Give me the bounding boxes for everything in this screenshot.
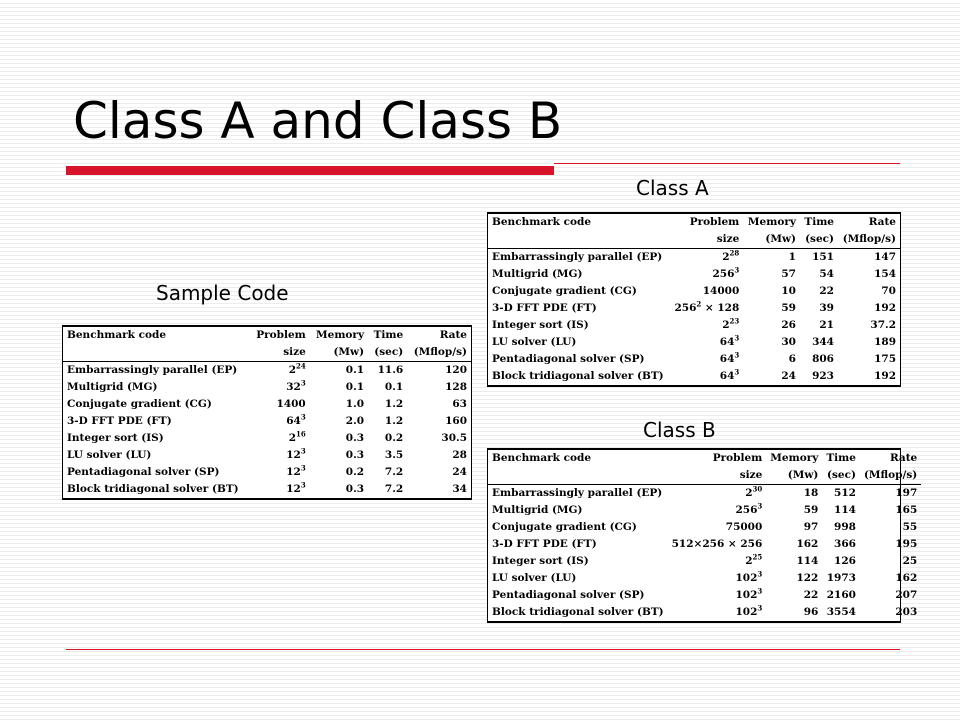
time-value: 7.2 <box>384 466 404 478</box>
header-time: Time <box>826 452 856 464</box>
memory-value: 59 <box>803 504 819 516</box>
time-value: 39 <box>819 302 834 314</box>
table-row <box>63 447 471 464</box>
rate-value: 25 <box>902 555 918 567</box>
header-size: size <box>670 231 744 249</box>
benchmark-name: Conjugate gradient (CG) <box>67 398 212 410</box>
table-row <box>488 485 921 503</box>
table-row <box>488 283 900 300</box>
rate-value: 70 <box>881 285 896 297</box>
header-sec: (sec) <box>800 231 838 249</box>
rate-value: 207 <box>895 589 918 601</box>
memory-value: 24 <box>781 370 796 382</box>
problem-size: 75000 <box>725 521 763 533</box>
memory-value: 1.0 <box>345 398 365 410</box>
sample-code-label: Sample Code <box>156 281 289 305</box>
rate-value: 63 <box>452 398 467 410</box>
rate-value: 120 <box>445 364 467 376</box>
memory-value: 0.3 <box>345 483 365 495</box>
title-underline-bar <box>66 166 554 175</box>
benchmark-name: Block tridiagonal solver (BT) <box>492 370 664 382</box>
table-row <box>488 266 900 283</box>
table-row <box>488 570 921 587</box>
table-row <box>63 430 471 447</box>
header-mflops: (Mflop/s) <box>860 467 921 485</box>
benchmark-name: Embarrassingly parallel (EP) <box>492 487 663 499</box>
header-size: size <box>668 467 767 485</box>
footer-rule <box>66 649 900 650</box>
table-row <box>63 464 471 481</box>
rate-value: 37.2 <box>870 319 896 331</box>
table-row <box>63 413 471 430</box>
table-row <box>488 536 921 553</box>
time-value: 806 <box>812 353 834 365</box>
benchmark-name: Integer sort (IS) <box>492 555 589 567</box>
benchmark-name: Embarrassingly parallel (EP) <box>67 364 238 376</box>
problem-size: 14000 <box>702 285 740 297</box>
benchmark-name: Block tridiagonal solver (BT) <box>67 483 239 495</box>
benchmark-name: Embarrassingly parallel (EP) <box>492 251 663 263</box>
table-row <box>63 362 471 380</box>
benchmark-name: Integer sort (IS) <box>67 432 164 444</box>
header-sec: (sec) <box>822 467 860 485</box>
table-row <box>63 481 471 498</box>
memory-value: 18 <box>803 487 819 499</box>
sample-code-table <box>62 325 472 500</box>
header-sec: (sec) <box>368 344 407 362</box>
time-value: 7.2 <box>384 483 404 495</box>
header-spacer <box>488 231 670 249</box>
memory-value: 0.3 <box>345 449 365 461</box>
table-row <box>63 396 471 413</box>
title-underline-rule <box>554 163 900 164</box>
problem-size: $12^3$ <box>286 446 306 461</box>
problem-size: $2^{24}$ <box>288 361 306 376</box>
header-mw: (Mw) <box>743 231 800 249</box>
header-rate: Rate <box>868 216 896 228</box>
header-benchmark: Benchmark code <box>67 329 167 341</box>
rate-value: 30.5 <box>441 432 467 444</box>
benchmark-name: 3-D FFT PDE (FT) <box>67 415 172 427</box>
memory-value: 0.3 <box>345 432 365 444</box>
problem-size: $64^3$ <box>286 412 306 427</box>
rate-value: 154 <box>874 268 896 280</box>
time-value: 998 <box>834 521 856 533</box>
time-value: 151 <box>812 251 834 263</box>
memory-value: 6 <box>788 353 796 365</box>
time-value: 126 <box>834 555 856 567</box>
rate-value: 28 <box>452 449 467 461</box>
table-row <box>488 519 921 536</box>
memory-value: 22 <box>803 589 819 601</box>
header-spacer <box>488 467 668 485</box>
memory-value: 1 <box>788 251 796 263</box>
rate-value: 24 <box>452 466 467 478</box>
time-value: 512 <box>834 487 856 499</box>
time-value: 3.5 <box>384 449 404 461</box>
memory-value: 10 <box>781 285 796 297</box>
memory-value: 57 <box>781 268 796 280</box>
problem-size: $2^{23}$ <box>722 316 740 331</box>
rate-value: 197 <box>895 487 918 499</box>
problem-size: $2^{25}$ <box>745 552 763 567</box>
problem-size: $2^{16}$ <box>288 429 306 444</box>
time-value: 1.2 <box>384 398 404 410</box>
problem-size: $102^3$ <box>735 569 763 584</box>
table-row <box>488 553 921 570</box>
memory-value: 114 <box>796 555 819 567</box>
time-value: 1.2 <box>384 415 404 427</box>
rate-value: 192 <box>874 370 896 382</box>
problem-size: $256^3$ <box>712 265 740 280</box>
time-value: 366 <box>834 538 856 550</box>
rate-value: 160 <box>445 415 467 427</box>
benchmark-name: 3-D FFT PDE (FT) <box>492 302 597 314</box>
header-rate: Rate <box>889 452 918 464</box>
problem-size: $64^3$ <box>719 333 740 348</box>
memory-value: 96 <box>803 606 819 618</box>
benchmark-name: 3-D FFT PDE (FT) <box>492 538 597 550</box>
header-memory: Memory <box>747 216 796 228</box>
benchmark-name: LU solver (LU) <box>492 572 577 584</box>
time-value: 2160 <box>826 589 856 601</box>
benchmark-name: Pentadiagonal solver (SP) <box>492 353 645 365</box>
time-value: 1973 <box>826 572 856 584</box>
rate-value: 192 <box>874 302 896 314</box>
header-mflops: (Mflop/s) <box>838 231 900 249</box>
header-mw: (Mw) <box>766 467 822 485</box>
time-value: 923 <box>812 370 834 382</box>
header-mflops: (Mflop/s) <box>407 344 471 362</box>
header-problem: Problem <box>689 216 740 228</box>
time-value: 0.1 <box>384 381 404 393</box>
problem-size: $2^{28}$ <box>722 248 740 263</box>
memory-value: 0.1 <box>345 364 365 376</box>
problem-size: $32^3$ <box>286 378 306 393</box>
memory-value: 97 <box>803 521 819 533</box>
rate-value: 55 <box>902 521 918 533</box>
benchmark-name: Multigrid (MG) <box>67 381 158 393</box>
problem-size: $256^2 \times 128$ <box>674 299 740 314</box>
header-time: Time <box>804 216 834 228</box>
slide-title: Class A and Class B <box>73 92 563 150</box>
problem-size: 512×256 × 256 <box>671 538 763 550</box>
header-size: size <box>250 344 310 362</box>
table-row <box>488 368 900 385</box>
rate-value: 165 <box>895 504 918 516</box>
table-row <box>488 334 900 351</box>
benchmark-name: Conjugate gradient (CG) <box>492 285 637 297</box>
time-value: 344 <box>812 336 834 348</box>
table-row <box>63 379 471 396</box>
header-benchmark: Benchmark code <box>492 216 592 228</box>
benchmark-name: Integer sort (IS) <box>492 319 589 331</box>
table-row <box>488 351 900 368</box>
problem-size: $64^3$ <box>719 367 740 382</box>
table-row <box>488 300 900 317</box>
header-problem: Problem <box>256 329 306 341</box>
header-time: Time <box>373 329 404 341</box>
benchmark-name: Block tridiagonal solver (BT) <box>492 606 664 618</box>
table-row <box>488 604 921 621</box>
table-row <box>488 587 921 604</box>
problem-size: $12^3$ <box>286 463 306 478</box>
table-row <box>488 317 900 334</box>
table-row <box>488 249 900 267</box>
memory-value: 0.1 <box>345 381 365 393</box>
rate-value: 195 <box>895 538 918 550</box>
class-a-label: Class A <box>636 176 709 200</box>
memory-value: 2.0 <box>345 415 365 427</box>
benchmark-name: Pentadiagonal solver (SP) <box>67 466 220 478</box>
problem-size: $102^3$ <box>735 603 763 618</box>
time-value: 22 <box>819 285 834 297</box>
rate-value: 189 <box>874 336 896 348</box>
header-benchmark: Benchmark code <box>492 452 592 464</box>
header-mw: (Mw) <box>310 344 368 362</box>
rate-value: 175 <box>874 353 896 365</box>
time-value: 11.6 <box>377 364 404 376</box>
problem-size: $2^{30}$ <box>745 484 763 499</box>
class-b-label: Class B <box>643 418 716 442</box>
benchmark-name: Pentadiagonal solver (SP) <box>492 589 645 601</box>
time-value: 54 <box>819 268 834 280</box>
table-row <box>488 502 921 519</box>
memory-value: 162 <box>796 538 819 550</box>
rate-value: 203 <box>895 606 918 618</box>
problem-size: 1400 <box>276 398 306 410</box>
time-value: 0.2 <box>384 432 404 444</box>
memory-value: 30 <box>781 336 796 348</box>
problem-size: $12^3$ <box>286 480 306 495</box>
memory-value: 122 <box>796 572 819 584</box>
problem-size: $256^3$ <box>735 501 763 516</box>
rate-value: 147 <box>874 251 896 263</box>
benchmark-name: Multigrid (MG) <box>492 268 583 280</box>
time-value: 3554 <box>826 606 856 618</box>
time-value: 114 <box>834 504 856 516</box>
problem-size: $102^3$ <box>735 586 763 601</box>
class-a-table <box>487 212 901 387</box>
time-value: 21 <box>819 319 834 331</box>
header-memory: Memory <box>316 329 365 341</box>
benchmark-name: Conjugate gradient (CG) <box>492 521 637 533</box>
header-problem: Problem <box>712 452 763 464</box>
rate-value: 34 <box>452 483 467 495</box>
rate-value: 162 <box>895 572 918 584</box>
benchmark-name: Multigrid (MG) <box>492 504 583 516</box>
header-memory: Memory <box>770 452 819 464</box>
rate-value: 128 <box>445 381 467 393</box>
memory-value: 26 <box>781 319 796 331</box>
benchmark-name: LU solver (LU) <box>492 336 577 348</box>
class-b-table <box>487 448 918 623</box>
memory-value: 59 <box>781 302 796 314</box>
problem-size: $64^3$ <box>719 350 740 365</box>
header-rate: Rate <box>439 329 467 341</box>
benchmark-name: LU solver (LU) <box>67 449 152 461</box>
memory-value: 0.2 <box>345 466 365 478</box>
header-spacer <box>63 344 250 362</box>
